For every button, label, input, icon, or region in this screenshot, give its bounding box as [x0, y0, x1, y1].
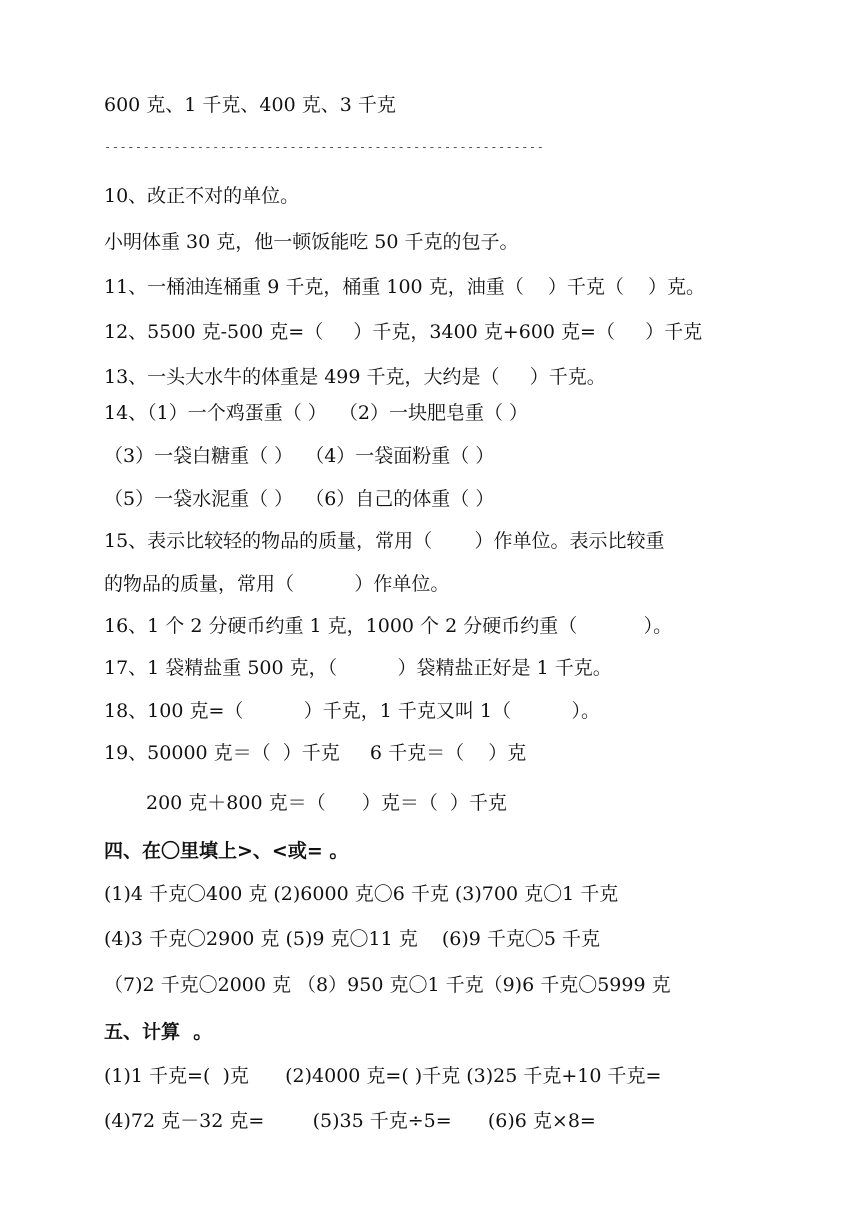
section-4-heading: 四、在〇里填上>、<或= 。 [104, 840, 349, 862]
question-14-row1: 14、（1）一个鸡蛋重（ ） （2）一块肥皂重（ ） [104, 402, 529, 424]
compare-row2: (4)3 千克〇2900 克 (5)9 克〇11 克 (6)9 千克〇5 千克 [104, 928, 601, 950]
compare-row1: (1)4 千克〇400 克 (2)6000 克〇6 千克 (3)700 克〇1 千克 [104, 883, 619, 905]
question-14-row2: （3）一袋白糖重（ ） （4）一袋面粉重（ ） [104, 445, 495, 467]
question-11: 11、一桶油连桶重 9 千克，桶重 100 克，油重（ ）千克（ ）克。 [104, 276, 706, 298]
question-14-row3: （5）一袋水泥重（ ） （6）自己的体重（ ） [104, 488, 495, 510]
calc-row1: (1)1 千克=( )克 (2)4000 克=( )千克 (3)25 千克+10 千克= [104, 1065, 662, 1087]
question-15: 15、表示比较轻的物品的质量，常用（ ）作单位。表示比较重 [104, 530, 665, 552]
question-19-row2: 200 克＋800 克＝（ ）克＝（ ）千克 [146, 792, 507, 814]
question-10-sentence: 小明体重 30 克，他一顿饭能吃 50 千克的包子。 [104, 231, 519, 253]
question-18: 18、100 克=（ ）千克，1 千克又叫 1（ ）。 [104, 700, 600, 722]
question-10: 10、改正不对的单位。 [104, 185, 300, 207]
question-13: 13、一头大水牛的体重是 499 千克，大约是（ ）千克。 [104, 366, 606, 388]
calc-row2: (4)72 克－32 克= (5)35 千克÷5= (6)6 克×8= [104, 1110, 596, 1132]
question-19: 19、50000 克＝（ ）千克 6 千克＝（ ）克 [104, 742, 527, 764]
section-5-heading: 五、计算 。 [104, 1021, 213, 1043]
compare-row3: （7)2 千克〇2000 克 （8）950 克〇1 千克（9)6 千克〇5999 克 [104, 974, 671, 996]
question-17: 17、1 袋精盐重 500 克，（ ）袋精盐正好是 1 千克。 [104, 657, 612, 679]
question-15-cont: 的物品的质量，常用（ ）作单位。 [104, 573, 450, 595]
question-12: 12、5500 克-500 克=（ ）千克，3400 克+600 克=（ ）千克 [104, 321, 703, 343]
answer-options-line: 600 克、1 千克、400 克、3 千克 [104, 94, 396, 116]
question-16: 16、1 个 2 分硬币约重 1 克，1000 个 2 分硬币约重（ ）。 [104, 615, 673, 637]
dashed-divider: --------------------------------------------------------- [104, 140, 545, 154]
